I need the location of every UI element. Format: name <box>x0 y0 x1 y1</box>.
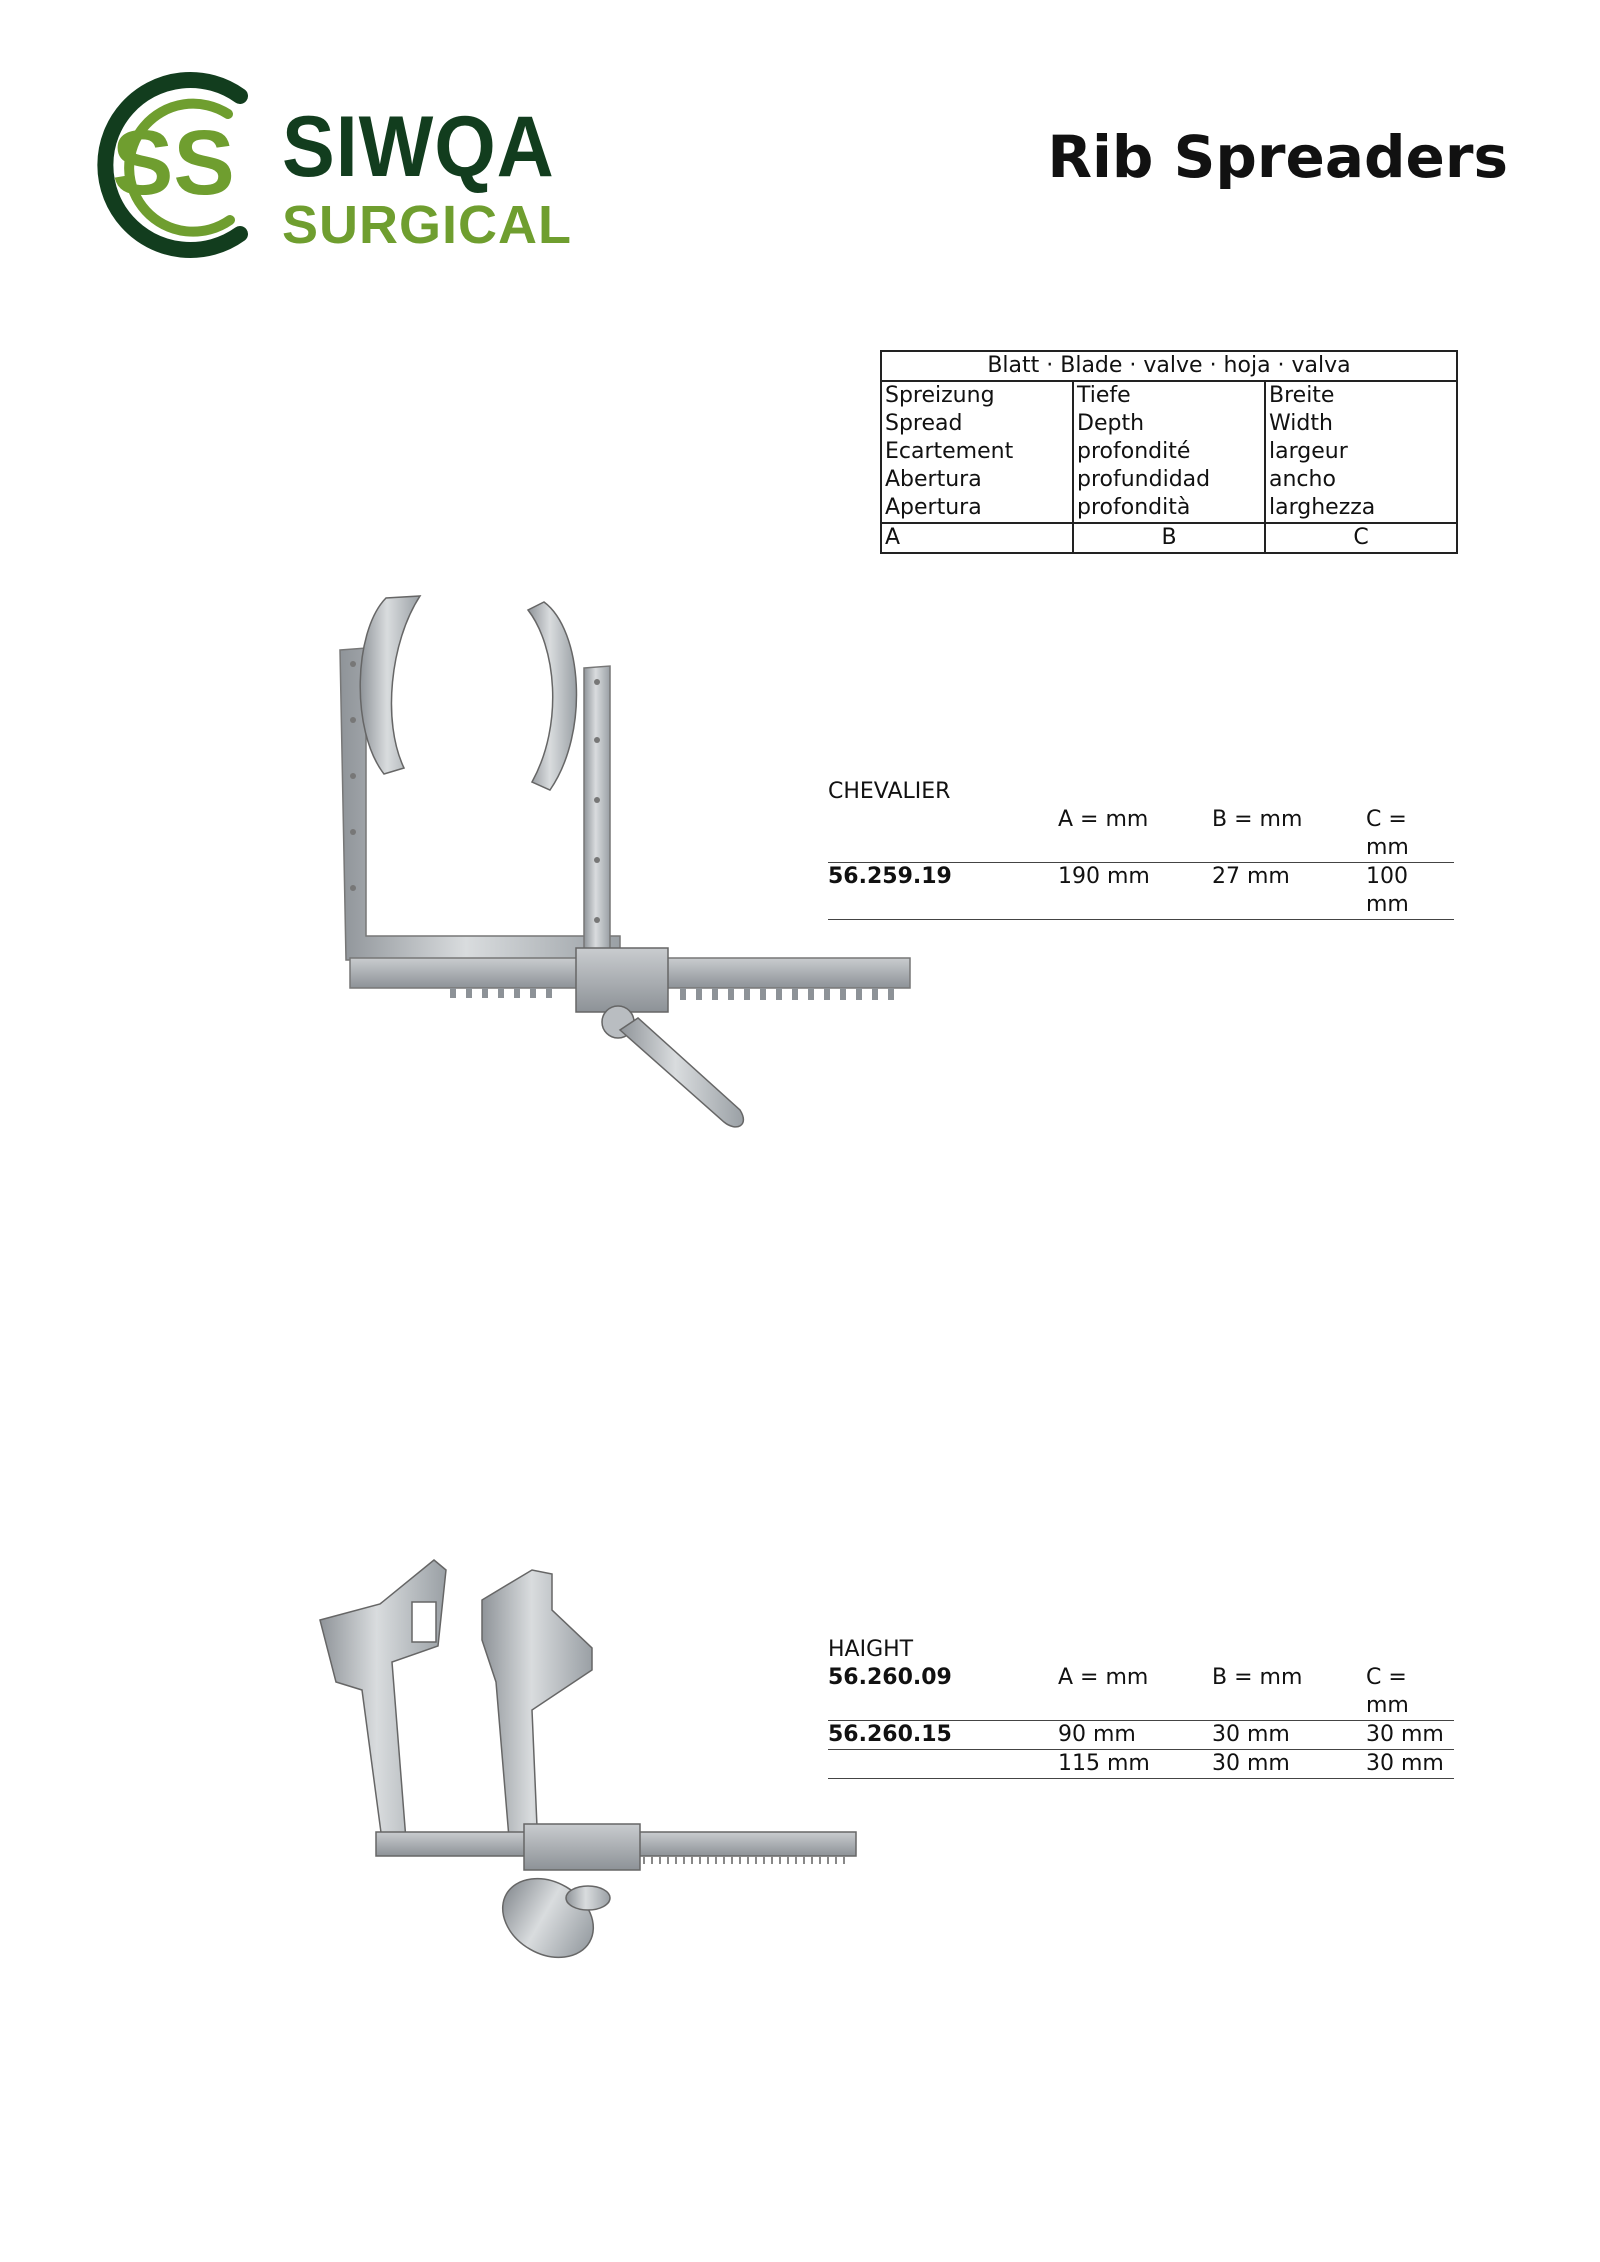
legend-term: largeur <box>1269 439 1348 464</box>
legend-term: profondité <box>1077 439 1191 464</box>
spec-value-c: 30 mm <box>1366 1751 1444 1776</box>
ss-monogram-icon <box>90 70 280 260</box>
legend-column-a <box>881 381 1073 523</box>
spec-value-b: 30 mm <box>1212 1722 1290 1747</box>
product-chevalier <box>828 778 1454 920</box>
spec-header-row <box>828 1664 1454 1720</box>
brand-logo <box>90 70 590 260</box>
spec-header-row <box>828 806 1454 863</box>
legend-term: Depth <box>1077 411 1145 436</box>
legend-term: Spread <box>885 411 963 436</box>
legend-term: Ecartement <box>885 439 1014 464</box>
spec-value-c: 100 mm <box>1366 864 1409 917</box>
spec-row <box>828 863 1454 920</box>
spec-row <box>828 1750 1454 1779</box>
article-code-blank <box>828 1750 1058 1778</box>
legend-letter-c: C <box>1265 523 1457 553</box>
legend-column-c <box>1265 381 1457 523</box>
spec-header-a: A = mm <box>1058 1665 1149 1690</box>
legend-term: Tiefe <box>1077 383 1131 408</box>
spec-value-c: 30 mm <box>1366 1722 1444 1747</box>
legend-term: Width <box>1269 411 1333 436</box>
brand-name-line2: SURGICAL <box>282 195 572 255</box>
logo-monogram: SS <box>112 112 235 214</box>
legend-term: Abertura <box>885 467 982 492</box>
legend-term: profundidad <box>1077 467 1211 492</box>
legend-term: Spreizung <box>885 383 995 408</box>
legend-letter-b: B <box>1073 523 1265 553</box>
spec-value-a: 90 mm <box>1058 1722 1136 1747</box>
spec-header-blank <box>828 806 1058 862</box>
product-haight <box>828 1636 1454 1779</box>
spec-header-c: C = mm <box>1366 1665 1409 1718</box>
spec-header-b: B = mm <box>1212 807 1303 832</box>
legend-term: profondità <box>1077 495 1191 520</box>
spec-row <box>828 1720 1454 1750</box>
spec-value-a: 190 mm <box>1058 864 1150 889</box>
haight-rib-spreader-image <box>300 1550 880 2020</box>
spec-value-b: 30 mm <box>1212 1751 1290 1776</box>
spec-header-a: A = mm <box>1058 807 1149 832</box>
spec-header-b: B = mm <box>1212 1665 1303 1690</box>
product-name: HAIGHT <box>828 1637 914 1662</box>
spec-value-a: 115 mm <box>1058 1751 1150 1776</box>
article-code: 56.259.19 <box>828 864 952 889</box>
product-name: CHEVALIER <box>828 779 951 804</box>
legend-column-b <box>1073 381 1265 523</box>
legend-header: Blatt · Blade · valve · hoja · valva <box>881 351 1457 381</box>
brand-name-line1: SIWQA <box>282 99 555 195</box>
article-code: 56.260.09 <box>828 1665 952 1690</box>
spec-header-c: C = mm <box>1366 807 1409 860</box>
page-title: Rib Spreaders <box>1047 123 1508 191</box>
legend-term: Breite <box>1269 383 1335 408</box>
legend-term: larghezza <box>1269 495 1376 520</box>
spec-value-b: 27 mm <box>1212 864 1290 889</box>
article-code: 56.260.15 <box>828 1722 952 1747</box>
legend-term: ancho <box>1269 467 1336 492</box>
legend-letter-a: A <box>881 523 1073 553</box>
legend-table <box>880 350 1458 554</box>
legend-term: Apertura <box>885 495 982 520</box>
